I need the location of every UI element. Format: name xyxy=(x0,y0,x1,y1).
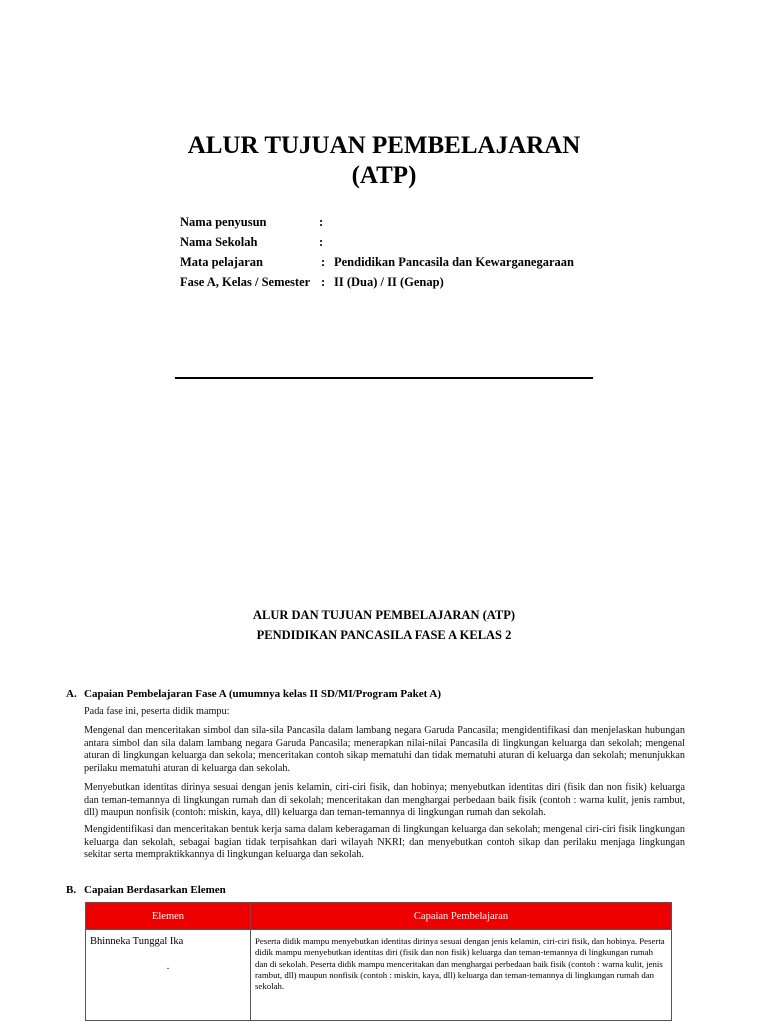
section-a-letter: A. xyxy=(66,688,77,700)
document-title-line2: (ATP) xyxy=(351,162,417,189)
info-colon: : xyxy=(321,255,326,269)
info-colon: : xyxy=(319,215,324,229)
section-a-paragraph-2: Menyebutkan identitas dirinya sesuai dengan jenis kelamin, ciri-ciri fisik, dan hobinya; menyebutkan identitas diri (fisik dan non fisik) keluarga dan teman-temannya di lingkungan rumah dan di sekolah; menceritakan dan menghargai perbedaan baik fisik (contoh : warna kulit, jenis rambut, dll) maupun nonfisik (contoh: miskin, kaya, dll) keluarga dan teman-temannya di lingkungan rumah dan sekolah. xyxy=(84,782,685,819)
doc-subtitle-line1: ALUR DAN TUJUAN PEMBELAJARAN (ATP) xyxy=(252,608,516,622)
table-header-elemen: Elemen xyxy=(86,903,251,930)
section-a-intro: Pada fase ini, peserta didik mampu: xyxy=(84,706,230,717)
info-label: Mata pelajaran xyxy=(180,255,263,269)
elemen-name: Bhinneka Tunggal Ika xyxy=(90,936,184,947)
table-header-capaian: Capaian Pembelajaran xyxy=(251,903,672,930)
info-colon: : xyxy=(321,275,326,289)
capaian-table xyxy=(85,902,672,1021)
table-row xyxy=(86,930,672,1021)
info-label: Nama penyusun xyxy=(180,215,267,229)
doc-subtitle-line2: PENDIDIKAN PANCASILA FASE A KELAS 2 xyxy=(256,628,512,642)
table-cell-elemen xyxy=(86,930,251,1021)
cover-divider xyxy=(175,377,593,379)
table-header-row xyxy=(86,903,672,930)
section-a-paragraph-3: Mengidentifikasi dan menceritakan bentuk kerja sama dalam keberagaman di lingkungan keluarga dan sekolah; mengenal ciri-ciri fisik lingkungan keluarga dan sekolah, sebagai bagian tidak terpisahkan dari wilayah NKRI; dan menyebutkan contoh sikap dan perilaku menjaga lingkungan sekitar serta mempraktikkannya di lingkungan keluarga dan sekolah. xyxy=(84,824,685,861)
section-a-paragraph-1: Mengenal dan menceritakan simbol dan sila-sila Pancasila dalam lambang negara Garuda Pancasila; mengidentifikasi dan menjelaskan hubungan antara simbol dan sila dalam lambang negara Garuda Pancasila; menerapkan nilai-nilai Pancasila di lingkungan keluarga dan sekolah; mengenal aturan di lingkungan keluarga dan sekola; menceritakan contoh sikap mematuhi dan tidak mematuhi aturan di keluarga dan sekolah; menunjukkan perilaku mematuhi aturan di keluarga dan sekolah. xyxy=(84,725,685,774)
info-value: II (Dua) / II (Genap) xyxy=(334,275,444,289)
info-label: Fase A, Kelas / Semester xyxy=(180,275,311,289)
document-title-line1: ALUR TUJUAN PEMBELAJARAN xyxy=(187,132,581,159)
info-label: Nama Sekolah xyxy=(180,235,258,249)
elemen-marker: . xyxy=(166,961,170,972)
info-colon: : xyxy=(319,235,324,249)
table-cell-capaian: Peserta didik mampu menyebutkan identitas dirinya sesuai dengan jenis kelamin, ciri-ciri fisik, dan hobinya. Peserta didik mampu menyebutkan identitas diri (fisik dan non fisik) keluarga dan teman-temannya di lingkungan rumah dan di sekolah. Peserta didik mampu menceritakan dan menghargai perbedaan baik fisik (contoh : warna kulit, jenis rambut, dll) maupun nonfisik (contoh : miskin, kaya, dll) keluarga dan teman-temannya di lingkungan rumah dan sekolah. xyxy=(251,930,672,1021)
info-value: Pendidikan Pancasila dan Kewarganegaraan xyxy=(334,255,574,269)
section-b-heading: Capaian Berdasarkan Elemen xyxy=(84,884,226,896)
section-a-heading: Capaian Pembelajaran Fase A (umumnya kelas II SD/MI/Program Paket A) xyxy=(84,688,441,700)
section-b-letter: B. xyxy=(66,884,77,896)
